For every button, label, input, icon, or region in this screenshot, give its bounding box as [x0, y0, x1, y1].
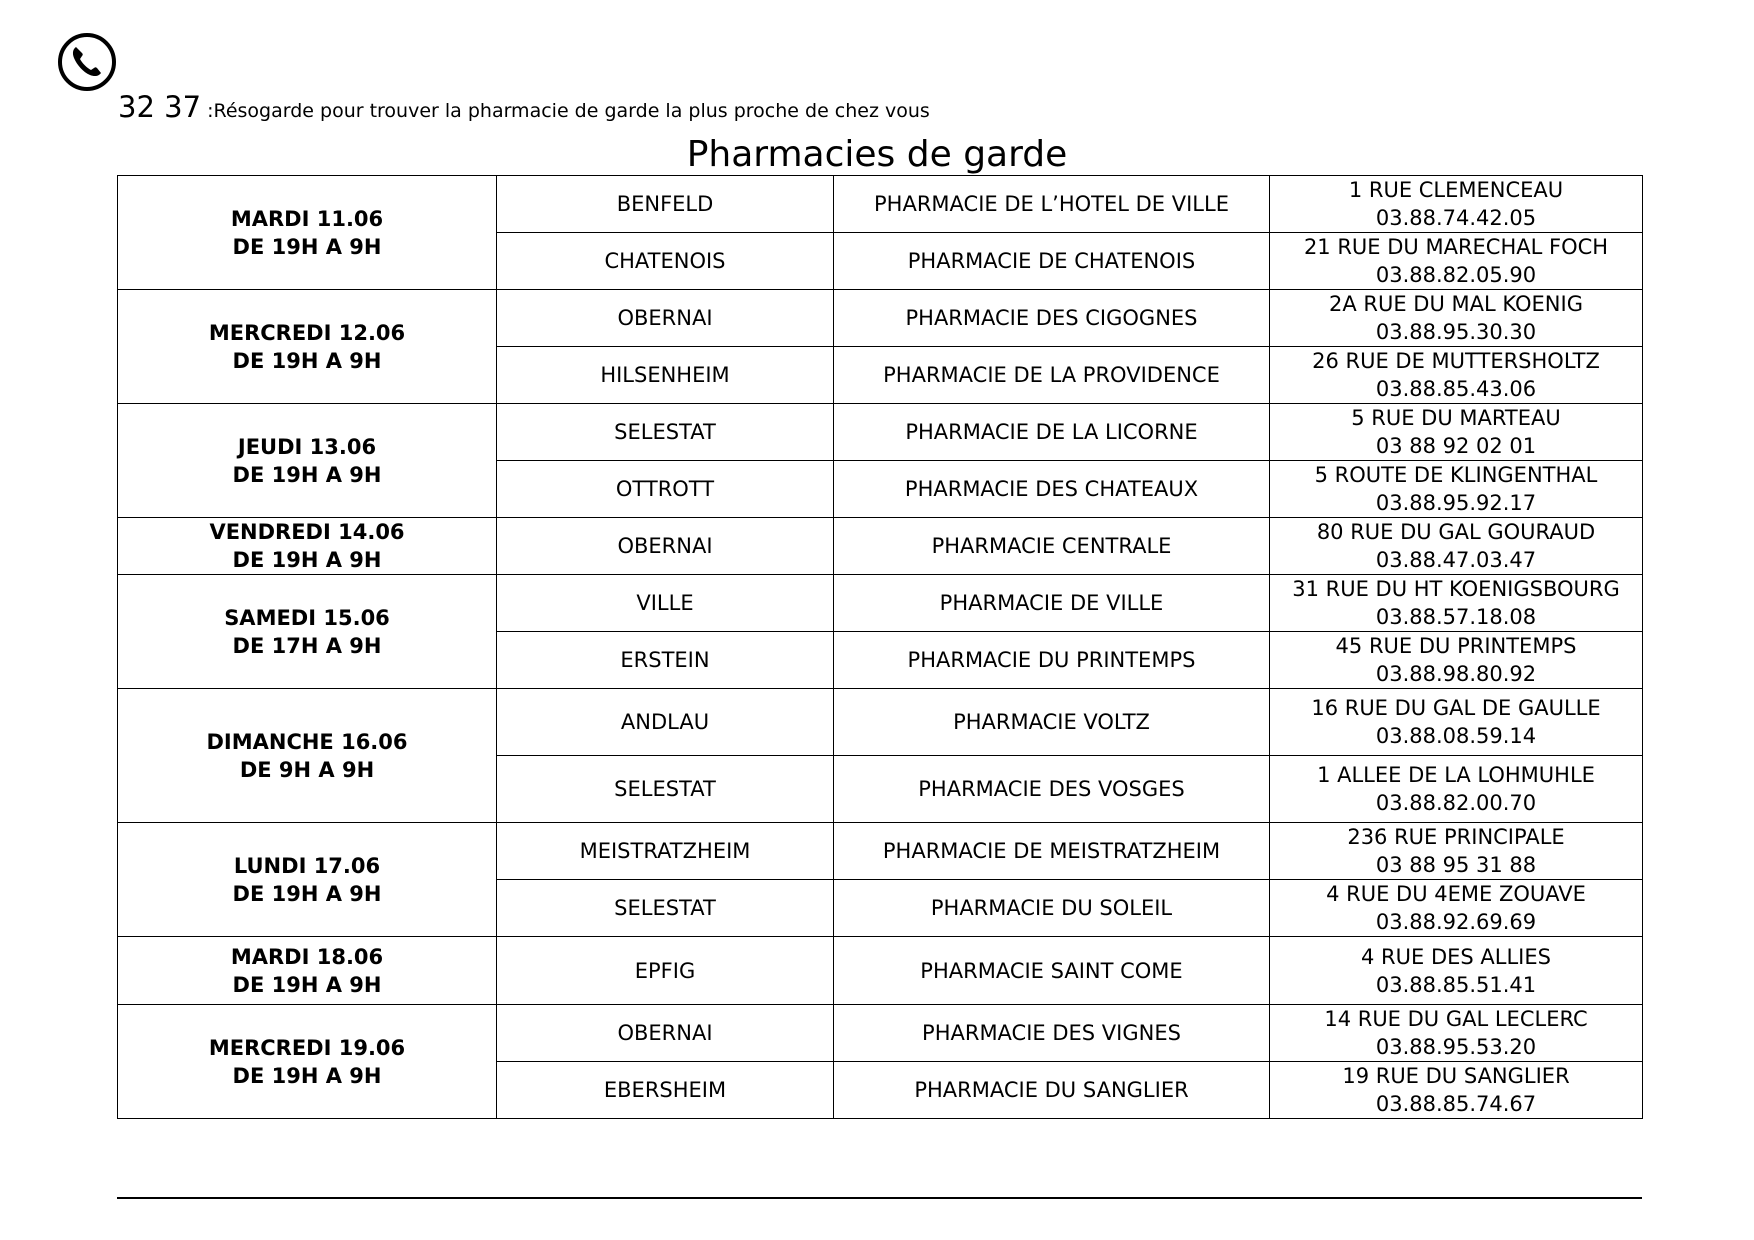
day-cell [118, 823, 497, 937]
town-cell: OTTROTT [497, 461, 834, 518]
town-cell: EPFIG [497, 937, 834, 1005]
address-cell [1270, 233, 1643, 290]
table-row [118, 176, 1643, 233]
table-row [118, 823, 1643, 880]
hotline-number: 32 37 [118, 90, 202, 124]
pharmacy-name-cell: PHARMACIE DE MEISTRATZHEIM [834, 823, 1270, 880]
street-address: 45 RUE DU PRINTEMPS [1335, 634, 1577, 658]
pharmacy-name-cell: PHARMACIE DES CHATEAUX [834, 461, 1270, 518]
street-address: 16 RUE DU GAL DE GAULLE [1311, 696, 1601, 720]
phone-number: 03.88.82.00.70 [1375, 791, 1537, 815]
town-cell: SELESTAT [497, 756, 834, 823]
schedule-body [118, 176, 1643, 1119]
street-address: 4 RUE DES ALLIES [1361, 944, 1551, 969]
address-cell [1270, 880, 1643, 937]
pharmacy-name-cell: PHARMACIE CENTRALE [834, 518, 1270, 575]
table-row [118, 575, 1643, 632]
day-hours: DE 17H A 9H [232, 633, 382, 658]
pharmacy-name-cell: PHARMACIE DU PRINTEMPS [834, 632, 1270, 689]
town-cell: ANDLAU [497, 689, 834, 756]
pharmacy-name-cell: PHARMACIE DES VOSGES [834, 756, 1270, 823]
day-hours: DE 19H A 9H [232, 1063, 382, 1088]
phone-number: 03.88.85.74.67 [1375, 1092, 1537, 1116]
phone-number: 03.88.47.03.47 [1375, 548, 1537, 572]
day-label: VENDREDI 14.06 [209, 520, 405, 544]
address-cell [1270, 1005, 1643, 1062]
day-cell [118, 176, 497, 290]
street-address: 14 RUE DU GAL LECLERC [1324, 1007, 1588, 1031]
town-cell: SELESTAT [497, 880, 834, 937]
street-address: 21 RUE DU MARECHAL FOCH [1303, 235, 1609, 259]
phone-number: 03.88.95.92.17 [1375, 491, 1537, 515]
pharmacy-name-cell: PHARMACIE SAINT COME [834, 937, 1270, 1005]
phone-number: 03.88.95.30.30 [1375, 320, 1537, 344]
address-cell [1270, 937, 1643, 1005]
day-hours: DE 19H A 9H [232, 234, 382, 259]
day-label: DIMANCHE 16.06 [206, 729, 408, 754]
street-address: 236 RUE PRINCIPALE [1347, 825, 1565, 849]
day-cell [118, 290, 497, 404]
pharmacy-name-cell: PHARMACIE DE CHATENOIS [834, 233, 1270, 290]
phone-number: 03.88.57.18.08 [1375, 605, 1537, 629]
street-address: 31 RUE DU HT KOENIGSBOURG [1292, 577, 1620, 601]
phone-number: 03.88.98.80.92 [1375, 662, 1537, 686]
phone-number: 03.88.08.59.14 [1375, 724, 1537, 748]
street-address: 2A RUE DU MAL KOENIG [1329, 292, 1583, 316]
town-cell: OBERNAI [497, 518, 834, 575]
phone-number: 03.88.74.42.05 [1375, 206, 1537, 230]
street-address: 5 RUE DU MARTEAU [1351, 406, 1561, 430]
town-cell: EBERSHEIM [497, 1062, 834, 1119]
hotline-description: :Résogarde pour trouver la pharmacie de garde la plus proche de chez vous [201, 100, 930, 122]
phone-number: 03 88 95 31 88 [1375, 853, 1537, 877]
address-cell [1270, 1062, 1643, 1119]
address-cell [1270, 689, 1643, 756]
pharmacy-name-cell: PHARMACIE VOLTZ [834, 689, 1270, 756]
address-cell [1270, 404, 1643, 461]
street-address: 4 RUE DU 4EME ZOUAVE [1326, 882, 1586, 906]
address-cell [1270, 347, 1643, 404]
town-cell: MEISTRATZHEIM [497, 823, 834, 880]
phone-number: 03.88.95.53.20 [1375, 1035, 1537, 1059]
town-cell: ERSTEIN [497, 632, 834, 689]
pharmacy-name-cell: PHARMACIE DU SOLEIL [834, 880, 1270, 937]
day-hours: DE 19H A 9H [232, 972, 382, 997]
day-cell [118, 518, 497, 575]
table-row [118, 404, 1643, 461]
day-label: JEUDI 13.06 [237, 434, 377, 459]
pharmacy-name-cell: PHARMACIE DES CIGOGNES [834, 290, 1270, 347]
street-address: 1 ALLEE DE LA LOHMUHLE [1317, 763, 1595, 787]
day-hours: DE 19H A 9H [232, 348, 382, 373]
pharmacy-schedule-table [117, 175, 1643, 1119]
phone-number: 03 88 92 02 01 [1375, 434, 1537, 458]
address-cell [1270, 575, 1643, 632]
day-cell [118, 404, 497, 518]
town-cell: OBERNAI [497, 1005, 834, 1062]
day-label: SAMEDI 15.06 [224, 605, 390, 630]
day-label: MARDI 18.06 [230, 944, 384, 969]
pharmacy-name-cell: PHARMACIE DE LA PROVIDENCE [834, 347, 1270, 404]
address-cell [1270, 290, 1643, 347]
day-hours: DE 19H A 9H [232, 881, 382, 906]
day-hours: DE 19H A 9H [232, 462, 382, 487]
pharmacy-name-cell: PHARMACIE DU SANGLIER [834, 1062, 1270, 1119]
page-title: Pharmacies de garde [686, 134, 1068, 175]
street-address: 19 RUE DU SANGLIER [1342, 1064, 1570, 1088]
day-label: MERCREDI 12.06 [208, 320, 406, 345]
day-cell [118, 1005, 497, 1119]
day-label: MARDI 11.06 [230, 206, 384, 231]
street-address: 1 RUE CLEMENCEAU [1348, 178, 1564, 202]
address-cell [1270, 461, 1643, 518]
phone-icon [57, 32, 117, 92]
address-cell [1270, 176, 1643, 233]
town-cell: CHATENOIS [497, 233, 834, 290]
day-cell [118, 937, 497, 1005]
hotline-line [118, 90, 930, 124]
town-cell: SELESTAT [497, 404, 834, 461]
town-cell: BENFELD [497, 176, 834, 233]
day-hours: DE 9H A 9H [239, 757, 375, 782]
address-cell [1270, 518, 1643, 575]
footer-divider [117, 1197, 1642, 1199]
town-cell: OBERNAI [497, 290, 834, 347]
day-label: LUNDI 17.06 [233, 853, 381, 878]
street-address: 26 RUE DE MUTTERSHOLTZ [1312, 349, 1600, 373]
street-address: 5 ROUTE DE KLINGENTHAL [1314, 463, 1598, 487]
table-row [118, 518, 1643, 575]
address-cell [1270, 632, 1643, 689]
table-row [118, 937, 1643, 1005]
pharmacy-name-cell: PHARMACIE DE L’HOTEL DE VILLE [834, 176, 1270, 233]
pharmacy-name-cell: PHARMACIE DES VIGNES [834, 1005, 1270, 1062]
day-hours: DE 19H A 9H [232, 548, 382, 572]
address-cell [1270, 756, 1643, 823]
phone-number: 03.88.85.51.41 [1375, 972, 1537, 997]
table-row [118, 290, 1643, 347]
table-row [118, 1005, 1643, 1062]
phone-number: 03.88.92.69.69 [1375, 910, 1537, 934]
day-label: MERCREDI 19.06 [208, 1035, 406, 1060]
pharmacy-name-cell: PHARMACIE DE LA LICORNE [834, 404, 1270, 461]
day-cell [118, 689, 497, 823]
phone-number: 03.88.85.43.06 [1375, 377, 1537, 401]
street-address: 80 RUE DU GAL GOURAUD [1316, 520, 1596, 544]
town-cell: VILLE [497, 575, 834, 632]
day-cell [118, 575, 497, 689]
pharmacy-name-cell: PHARMACIE DE VILLE [834, 575, 1270, 632]
table-row [118, 689, 1643, 756]
town-cell: HILSENHEIM [497, 347, 834, 404]
address-cell [1270, 823, 1643, 880]
phone-number: 03.88.82.05.90 [1375, 263, 1537, 287]
